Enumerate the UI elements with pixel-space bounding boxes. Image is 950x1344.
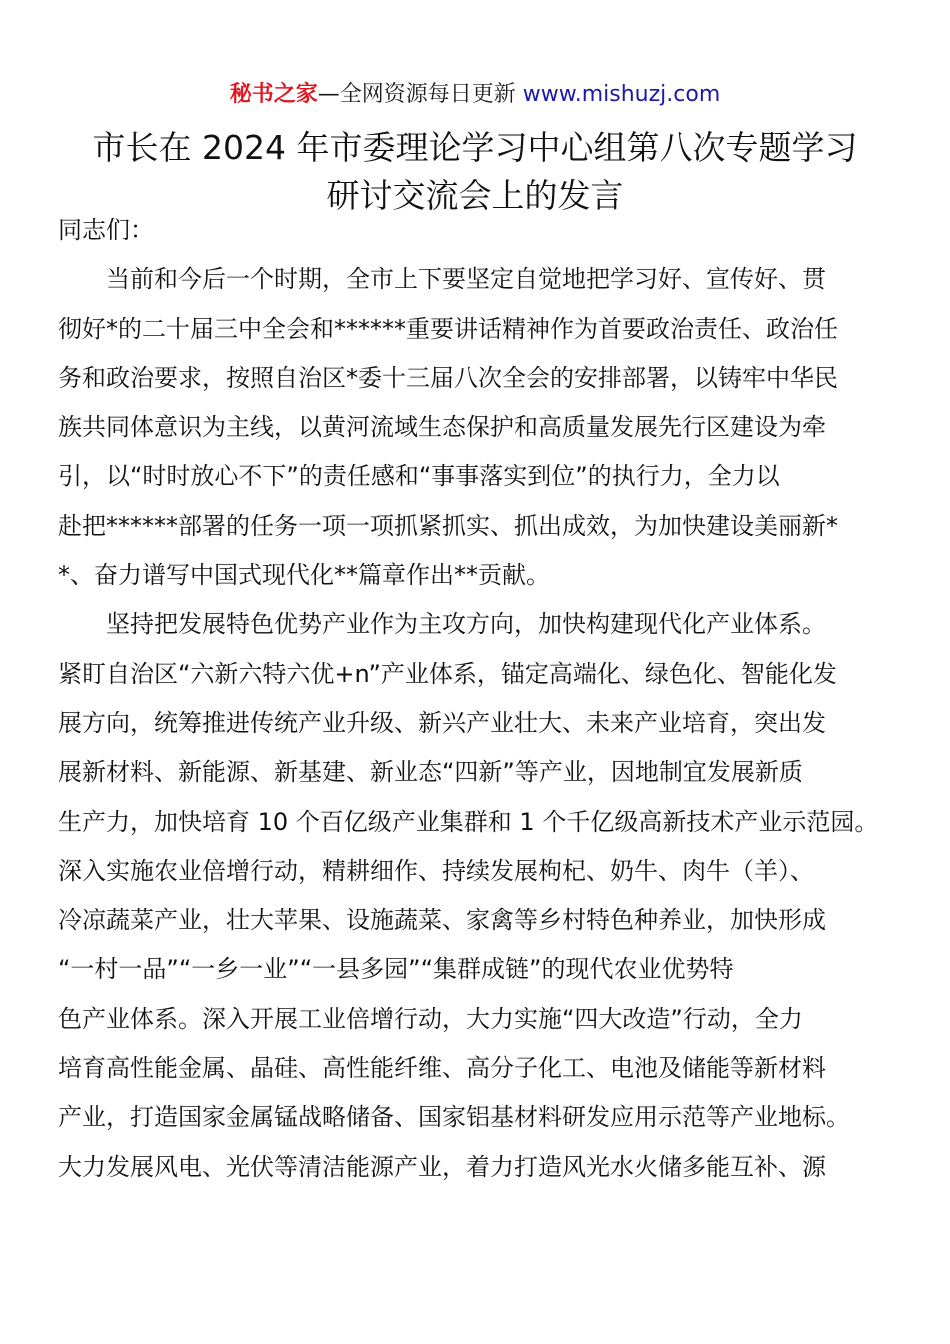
paragraph-line: 生产力，加快培育 10 个百亿级产业集群和 1 个千亿级高新技术产业示范园。 (58, 807, 879, 836)
paragraph-line: 大力发展风电、光伏等清洁能源产业，着力打造风光水火储多能互补、源 (58, 1152, 826, 1181)
paragraph-line: 紧盯自治区“六新六特六优+n”产业体系，锚定高端化、绿色化、智能化发 (58, 659, 837, 688)
site-url[interactable]: www.mishuzj.com (522, 82, 721, 107)
paragraph-line: “一村一品”“一乡一业”“一县多园”“集群成链”的现代农业优势特 (58, 955, 734, 984)
paragraph-line: 务和政治要求，按照自治区*委十三届八次全会的安排部署，以铸牢中华民 (58, 363, 838, 392)
title-line: 市长在 2024 年市委理论学习中心组第八次专题学习 (92, 128, 858, 167)
paragraph-line: 赴把******部署的任务一项一项抓紧抓实、抓出成效，为加快建设美丽新* (58, 511, 838, 540)
paragraph-line: 培育高性能金属、晶硅、高性能纤维、高分子化工、电池及储能等新材料 (58, 1054, 826, 1083)
salutation: 同志们： (58, 216, 154, 244)
paragraph-line: 深入实施农业倍增行动，精耕细作、持续发展枸杞、奶牛、肉牛（羊）、 (58, 856, 814, 885)
title-line: 研讨交流会上的发言 (326, 176, 624, 215)
paragraph-line: 展新材料、新能源、新基建、新业态“四新”等产业，因地制宜发展新质 (58, 758, 803, 787)
paragraph-line: *、奋力谱写中国式现代化**篇章作出**贡献。 (58, 561, 550, 590)
brand-name: 秘书之家 (229, 82, 318, 107)
header-tagline: —全网资源每日更新 (317, 82, 523, 107)
paragraph-line: 彻好*的二十届三中全会和******重要讲话精神作为首要政治责任、政治任 (58, 314, 838, 343)
paragraph-line: 色产业体系。深入开展工业倍增行动，大力实施“四大改造”行动，全力 (58, 1004, 803, 1033)
site-header (0, 80, 950, 110)
paragraph-line: 坚持把发展特色优势产业作为主攻方向，加快构建现代化产业体系。 (106, 610, 826, 639)
paragraph-line: 族共同体意识为主线，以黄河流域生态保护和高质量发展先行区建设为牵 (58, 413, 826, 442)
paragraph-line: 产业，打造国家金属锰战略储备、国家铝基材料研发应用示范等产业地标。 (58, 1103, 850, 1132)
paragraph-line: 引，以“时时放心不下”的责任感和“事事落实到位”的执行力，全力以 (58, 462, 780, 491)
document-body (58, 206, 898, 1192)
paragraph-line: 展方向，统筹推进传统产业升级、新兴产业壮大、未来产业培育，突出发 (58, 708, 826, 737)
paragraph-line: 当前和今后一个时期，全市上下要坚定自觉地把学习好、宣传好、贯 (106, 265, 826, 294)
paragraph-line: 冷凉蔬菜产业，壮大苹果、设施蔬菜、家禽等乡村特色种养业，加快形成 (58, 906, 826, 935)
